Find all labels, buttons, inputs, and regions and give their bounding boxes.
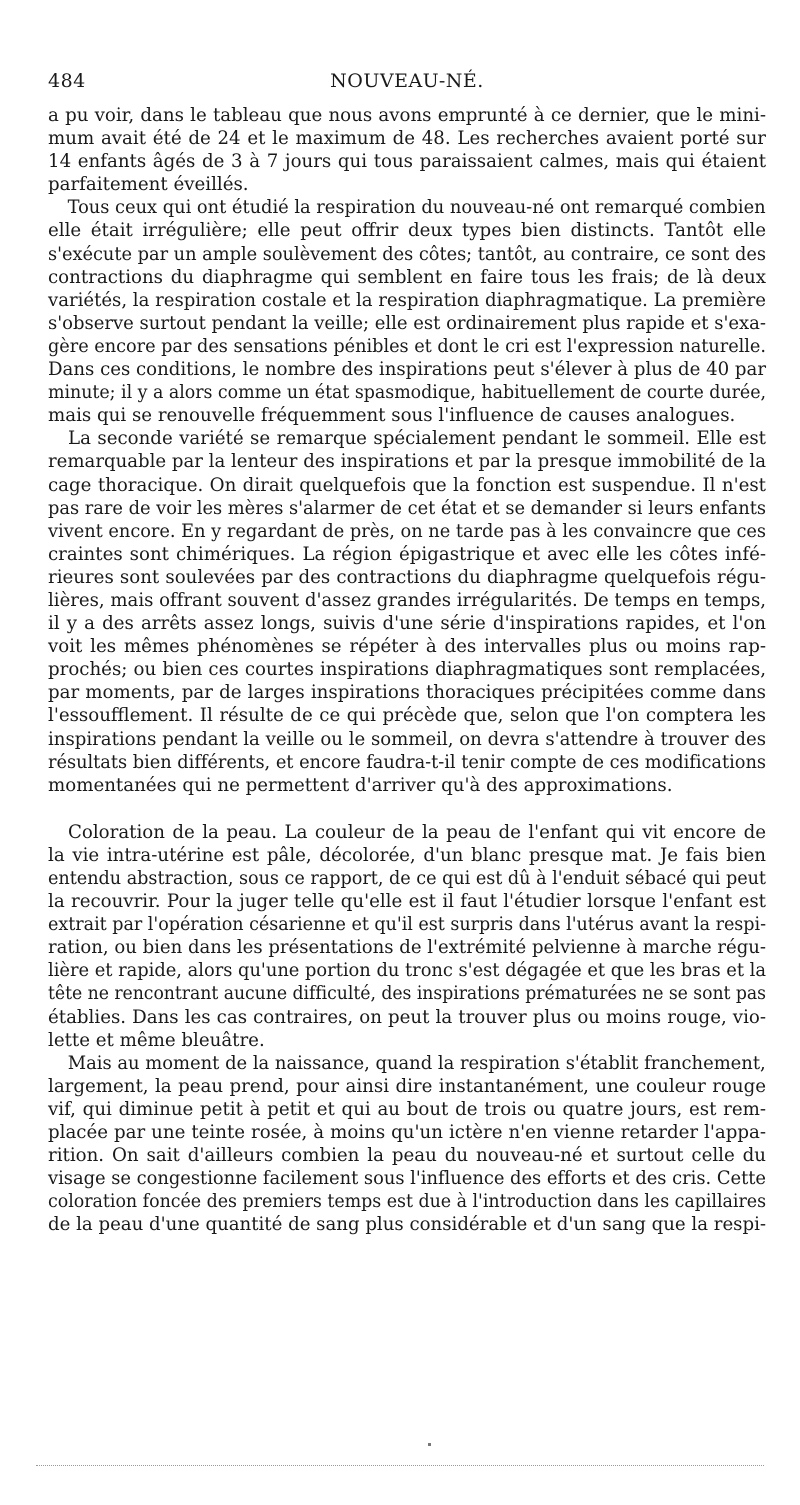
text-line: placée par une teinte rosée, à moins qu'un ictère n'en vienne retarder l'appa- bbox=[48, 1122, 766, 1144]
text-line: extrait par l'opération césarienne et qu'il est surpris dans l'utérus avant la respi- bbox=[48, 914, 766, 936]
text-line: elle était irrégulière; elle peut offrir deux types bien distincts. Tantôt elle bbox=[48, 220, 766, 242]
text-line: a pu voir, dans le tableau que nous avons emprunté à ce dernier, que le mini- bbox=[48, 105, 766, 126]
text-line: la recouvrir. Pour la juger telle qu'elle est il faut l'étudier lorsque l'enfant est bbox=[48, 891, 766, 913]
text-line: gère encore par des sensations pénibles et dont le cri est l'expression naturelle. bbox=[48, 335, 766, 357]
text-line: 14 enfants âgés de 3 à 7 jours qui tous paraissaient calmes, mais qui étaient bbox=[48, 151, 766, 173]
text-line: mum avait été de 24 et le maximum de 48. Les recherches avaient porté sur bbox=[48, 128, 766, 150]
text-line: s'observe surtout pendant la veille; elle est ordinairement plus rapide et s'exa- bbox=[48, 312, 766, 334]
text-line: entendu abstraction, sous ce rapport, de ce qui est dû à l'enduit sébacé qui peut bbox=[48, 868, 766, 889]
page-number: 484 bbox=[48, 70, 86, 92]
text-line: mais qui se renouvelle fréquemment sous l'influence de causes analogues. bbox=[48, 405, 736, 427]
paragraph-gap bbox=[48, 797, 766, 821]
text-line: lières, mais offrant souvent d'assez grandes irrégularités. De temps en temps, bbox=[48, 589, 766, 611]
footer-rule bbox=[36, 1465, 764, 1468]
text-line: Dans ces conditions, le nombre des inspirations peut s'élever à plus de 40 par bbox=[48, 359, 766, 381]
text-line: rieures sont soulevées par des contractions du diaphragme quelquefois régu- bbox=[48, 566, 766, 588]
text-line: lière et rapide, alors qu'une portion du tronc s'est dégagée et que les bras et la bbox=[48, 960, 766, 982]
text-line: s'exécute par un ample soulèvement des côtes; tantôt, au contraire, ce sont des bbox=[48, 243, 766, 265]
text-line: Coloration de la peau. La couleur de la peau de l'enfant qui vit encore de bbox=[68, 821, 766, 843]
text-line: la vie intra-utérine est pâle, décolorée, d'un blanc presque mat. Je fais bien bbox=[48, 844, 766, 866]
book-page bbox=[48, 70, 766, 1237]
text-line: contractions du diaphragme qui semblent en faire tous les frais; de là deux bbox=[48, 266, 766, 288]
text-line: remarquable par la lenteur des inspirations et par la presque immobilité de la bbox=[48, 451, 766, 473]
ink-speck bbox=[428, 1443, 431, 1446]
text-line: coloration foncée des premiers temps est due à l'introduction dans les capillaires bbox=[48, 1191, 766, 1213]
text-line: vif, qui diminue petit à petit et qui au bout de trois ou quatre jours, est rem- bbox=[48, 1098, 766, 1120]
text-line: prochés; ou bien ces courtes inspirations diaphragmatiques sont remplacées, bbox=[48, 659, 766, 681]
text-line: variétés, la respiration costale et la respiration diaphragmatique. La première bbox=[48, 289, 766, 311]
text-line: inspirations pendant la veille ou le sommeil, on devra s'attendre à trouver des bbox=[48, 728, 766, 750]
text-line: La seconde variété se remarque spécialement pendant le sommeil. Elle est bbox=[68, 428, 766, 450]
text-line: pas rare de voir les mères s'alarmer de cet état et se demander si leurs enfants bbox=[48, 497, 766, 519]
text-line: établies. Dans les cas contraires, on peut la trouver plus ou moins rouge, vio- bbox=[48, 1006, 766, 1028]
text-line: vivent encore. En y regardant de près, on ne tarde pas à les convaincre que ces bbox=[48, 520, 766, 542]
text-line: par moments, par de larges inspirations thoraciques précipitées comme dans bbox=[48, 682, 766, 704]
text-line: lette et même bleuâtre. bbox=[48, 1029, 265, 1051]
text-line: rition. On sait d'ailleurs combien la peau du nouveau-né et surtout celle du bbox=[48, 1145, 766, 1167]
text-line: momentanées qui ne permettent d'arriver qu'à des approximations. bbox=[48, 774, 673, 796]
text-line: largement, la peau prend, pour ainsi dire instantanément, une couleur rouge bbox=[48, 1075, 766, 1097]
text-line: minute; il y a alors comme un état spasmodique, habituellement de courte durée, bbox=[48, 382, 766, 404]
text-line: résultats bien différents, et encore faudra-t-il tenir compte de ces modifications bbox=[48, 751, 766, 773]
text-line: Tous ceux qui ont étudié la respiration du nouveau-né ont remarqué combien bbox=[67, 197, 766, 219]
body-text bbox=[48, 104, 766, 1237]
text-line: craintes sont chimériques. La région épigastrique et avec elle les côtes infé- bbox=[48, 543, 766, 565]
running-title: NOUVEAU-NÉ. bbox=[330, 70, 484, 92]
text-line: visage se congestionne facilement sous l'influence des efforts et des cris. Cette bbox=[48, 1168, 766, 1190]
running-header bbox=[48, 70, 766, 104]
text-line: parfaitement éveillés. bbox=[48, 174, 249, 196]
text-line: voit les mêmes phénomènes se répéter à des intervalles plus ou moins rap- bbox=[48, 636, 766, 658]
text-line: de la peau d'une quantité de sang plus considérable et d'un sang que la respi- bbox=[48, 1214, 766, 1236]
text-line: Mais au moment de la naissance, quand la respiration s'établit franchement, bbox=[67, 1052, 766, 1074]
text-line: il y a des arrêts assez longs, suivis d'une série d'inspirations rapides, et l'on bbox=[48, 613, 766, 635]
text-line: l'essoufflement. Il résulte de ce qui précède que, selon que l'on comptera les bbox=[48, 705, 766, 727]
text-line: ration, ou bien dans les présentations de l'extrémité pelvienne à marche régu- bbox=[48, 937, 766, 959]
text-line: tête ne rencontrant aucune difficulté, des inspirations prématurées ne se sont pas bbox=[48, 983, 766, 1005]
text-line: cage thoracique. On dirait quelquefois que la fonction est suspendue. Il n'est bbox=[48, 474, 766, 496]
